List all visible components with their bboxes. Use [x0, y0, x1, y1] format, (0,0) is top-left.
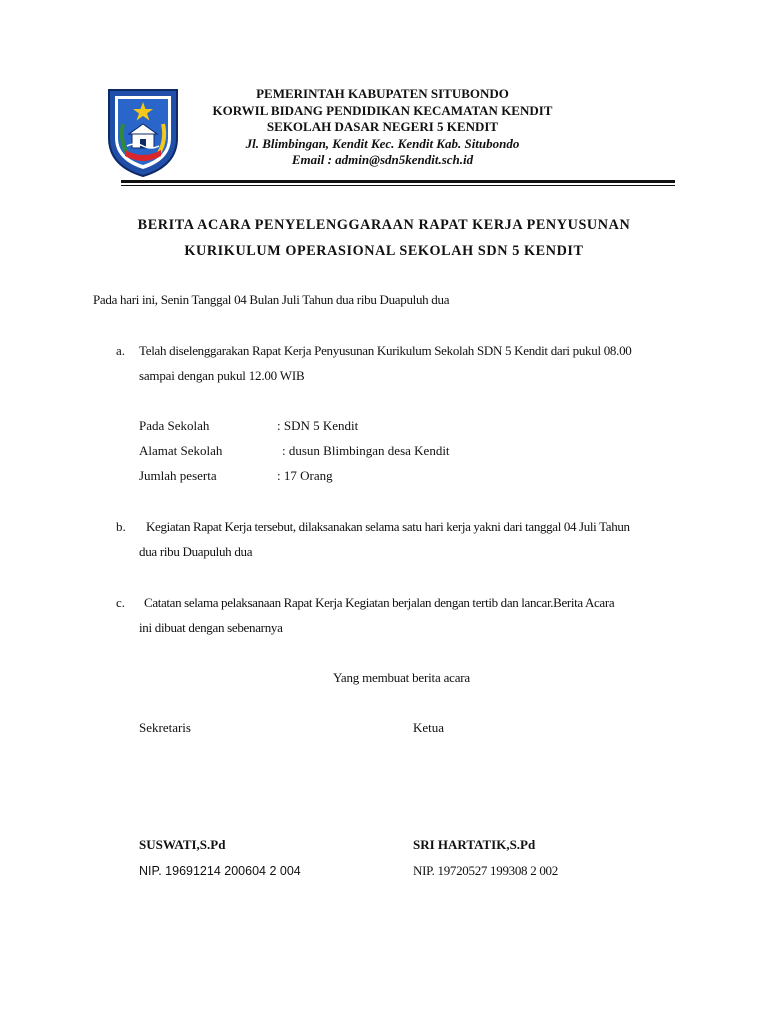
secretary-role: Sekretaris	[139, 720, 191, 735]
document-title	[100, 212, 668, 264]
item-c-line-2: ini dibuat dengan sebenarnya	[139, 620, 283, 635]
address-label: Alamat Sekolah	[139, 443, 223, 458]
letterhead-school: SEKOLAH DASAR NEGERI 5 KENDIT	[266, 119, 499, 134]
item-a-marker: a.	[116, 343, 126, 358]
item-c-marker: c.	[116, 595, 126, 610]
participants-label: Jumlah peserta	[139, 468, 217, 483]
item-b-line-2: dua ribu Duapuluh dua	[139, 544, 253, 559]
letterhead-address: Jl. Blimbingan, Kendit Kec. Kendit Kab. Situbondo	[245, 135, 520, 151]
item-a-line-2: sampai dengan pukul 12.00 WIB	[139, 368, 305, 383]
letterhead-korwil: KORWIL BIDANG PENDIDIKAN KECAMATAN KENDIT	[212, 102, 553, 118]
letterhead-email: Email : admin@sdn5kendit.sch.id	[291, 152, 474, 167]
address-value: : dusun Blimbingan desa Kendit	[282, 443, 450, 458]
school-value: : SDN 5 Kendit	[277, 418, 359, 433]
secretary-nip: NIP. 19691214 200604 2 004	[139, 864, 301, 878]
title-line-1: BERITA ACARA PENYELENGGARAAN RAPAT KERJA PENYUSUNAN	[137, 217, 631, 233]
participants-value: : 17 Orang	[277, 468, 333, 483]
item-c-line-1: Catatan selama pelaksanaan Rapat Kerja Kegiatan berjalan dengan tertib dan lancar.Berita Acara	[144, 595, 615, 610]
item-a-line-1: Telah diselenggarakan Rapat Kerja Penyusunan Kurikulum Sekolah SDN 5 Kendit dari pukul 08.00	[139, 343, 632, 358]
school-label: Pada Sekolah	[139, 418, 210, 433]
opening-paragraph: Pada hari ini, Senin Tanggal 04 Bulan Juli Tahun dua ribu Duapuluh dua	[93, 292, 450, 307]
secretary-name: SUSWATI,S.Pd	[139, 837, 226, 852]
item-b-line-1: Kegiatan Rapat Kerja tersebut, dilaksanakan selama satu hari kerja yakni dari tanggal 04 Juli Tahun	[146, 519, 630, 534]
chair-role: Ketua	[413, 720, 445, 735]
letterhead-government: PEMERINTAH KABUPATEN SITUBONDO	[256, 86, 509, 101]
title-line-2: KURIKULUM OPERASIONAL SEKOLAH SDN 5 KENDIT	[184, 243, 584, 259]
chair-nip: NIP. 19720527 199308 2 002	[413, 863, 558, 878]
letterhead-divider-thick	[121, 180, 675, 183]
letterhead-divider-thin	[121, 185, 675, 186]
signature-heading: Yang membuat berita acara	[333, 670, 470, 685]
letterhead	[180, 86, 585, 169]
item-b-marker: b.	[116, 519, 126, 534]
chair-name: SRI HARTATIK,S.Pd	[413, 837, 536, 852]
regency-logo-icon	[105, 86, 181, 178]
